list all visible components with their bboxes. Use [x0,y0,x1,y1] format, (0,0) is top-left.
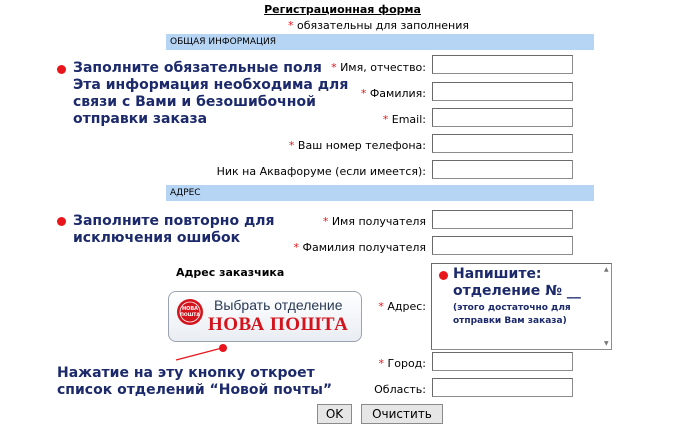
section-address-header [166,185,594,201]
note-line: Эта информация необходима для [73,77,349,93]
textarea-hint: (этого достаточно для отправки Вам заказа) [453,303,571,326]
city-input[interactable] [432,352,573,371]
note-line: Заполните обязательные поля [73,60,322,76]
pointer-line [170,342,230,364]
scroll-up-icon[interactable]: ▲ [604,266,609,273]
nick-label: Ник на Аквафоруме (если имеется): [216,165,426,178]
surname-input[interactable] [432,82,573,101]
note-line: Заполните повторно для [73,213,275,229]
recipient-surname-label: * Фамилия получателя [293,241,426,254]
note-bullet-icon [57,217,66,226]
required-fields-note [73,60,348,128]
note-line: список отделений “Новой почты” [57,382,333,398]
section-address-label: АДРЕС [170,188,201,198]
seal-text-bottom: ПОШТА [180,313,200,318]
form-title: Регистрационная форма [264,3,421,16]
nick-input[interactable] [432,160,573,179]
email-label: * Email: [382,113,426,126]
section-general-label: ОБЩАЯ ИНФОРМАЦИЯ [170,37,277,47]
section-general-header [166,34,594,50]
textarea-instruction: Напишите: отделение № __ [453,266,581,299]
customer-address-heading: Адрес заказчика [176,266,285,279]
ok-button[interactable]: OK [317,404,352,424]
surname-label: * Фамилия: [360,87,426,100]
note-line: исключения ошибок [73,230,241,246]
clear-button[interactable]: Очистить [361,404,443,424]
region-label: Область: [374,383,426,396]
city-label: * Город: [378,357,426,370]
scroll-down-icon[interactable]: ▼ [604,340,609,347]
nova-poshta-button-label: Выбрать отделение [214,297,343,313]
phone-input[interactable] [432,134,573,153]
textarea-bullet-icon [439,271,448,280]
address-label: * Адрес: [378,300,426,313]
note-line: связи с Вами и безошибочной [73,94,316,110]
recipient-surname-input[interactable] [432,236,573,255]
region-input[interactable] [432,378,573,397]
button-hint-note [57,365,332,399]
email-input[interactable] [432,108,573,127]
nova-poshta-seal-icon [176,298,204,326]
note-bullet-icon [57,65,66,74]
seal-text-top: НОВА [181,306,199,312]
recipient-name-input[interactable] [432,210,573,229]
note-line: Нажатие на эту кнопку откроет [57,365,315,381]
name-input[interactable] [432,55,573,74]
required-note [288,19,469,32]
required-note-text: обязательны для заполнения [297,19,469,32]
nova-poshta-brand: НОВА ПОШТА [208,314,349,335]
repeat-fill-note [73,213,275,247]
recipient-name-label: * Имя получателя [322,215,426,228]
name-label: * Имя, отчество: [331,61,426,74]
phone-label: * Ваш номер телефона: [288,139,426,152]
required-asterisk: * [288,19,294,32]
note-line: отправки заказа [73,111,208,127]
